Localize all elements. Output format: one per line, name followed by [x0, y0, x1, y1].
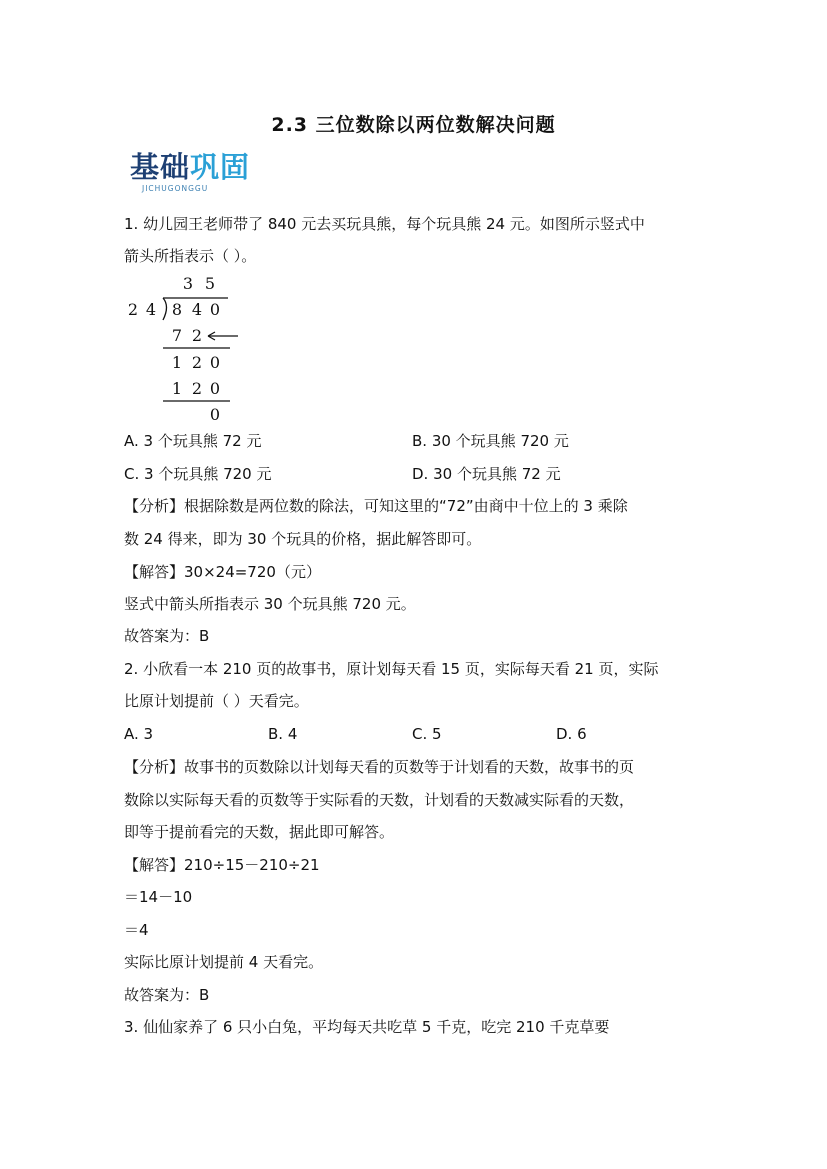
q2-option-b: B. 4	[268, 725, 298, 743]
q2-conclusion: 实际比原计划提前 4 天看完。	[124, 953, 324, 971]
product-digit: 2	[191, 379, 203, 398]
q2-step2: ＝4	[124, 921, 149, 939]
product-digit: 2	[191, 326, 203, 345]
dividend-digit: 4	[191, 300, 203, 319]
remainder-digit: 1	[171, 353, 183, 372]
remainder-digit: 0	[209, 353, 221, 372]
q1-analysis-line1: 【分析】根据除数是两位数的除法，可知这里的“72”由商中十位上的 3 乘除	[124, 497, 628, 515]
remainder-digit: 2	[191, 353, 203, 372]
q2-analysis-line2: 数除以实际每天看的页数等于实际看的天数，计划看的天数减实际看的天数，	[124, 791, 635, 809]
q1-answer: 故答案为：B	[124, 627, 210, 645]
q2-stem-line2: 比原计划提前（ ）天看完。	[124, 692, 309, 710]
q2-analysis-line3: 即等于提前看完的天数，据此即可解答。	[124, 823, 395, 841]
q1-option-b: B. 30 个玩具熊 720 元	[412, 432, 569, 450]
q2-analysis-line1: 【分析】故事书的页数除以计划每天看的页数等于计划看的天数，故事书的页	[124, 758, 635, 776]
long-division-figure	[120, 268, 260, 428]
product-digit: 7	[171, 326, 183, 345]
final-remainder-digit: 0	[209, 405, 221, 424]
q1-option-a: A. 3 个玩具熊 72 元	[124, 432, 262, 450]
dividend-digit: 8	[171, 300, 183, 319]
logo-main-text: 基础巩固	[130, 150, 251, 184]
q2-solution: 【解答】210÷15－210÷21	[124, 856, 320, 874]
divisor-digit: 4	[145, 300, 157, 319]
q1-analysis-line2: 数 24 得来，即为 30 个玩具的价格，据此解答即可。	[124, 530, 482, 548]
quotient-digit: 3	[182, 274, 194, 293]
q2-answer: 故答案为：B	[124, 986, 210, 1004]
product-digit: 1	[171, 379, 183, 398]
product-digit: 0	[209, 379, 221, 398]
q1-stem-line1: 1. 幼儿园王老师带了 840 元去买玩具熊，每个玩具熊 24 元。如图所示竖式中	[124, 215, 645, 233]
q1-option-d: D. 30 个玩具熊 72 元	[412, 465, 561, 483]
q2-step1: ＝14－10	[124, 888, 193, 906]
q2-option-d: D. 6	[556, 725, 587, 743]
q1-conclusion: 竖式中箭头所指表示 30 个玩具熊 720 元。	[124, 595, 416, 613]
q1-stem-line2: 箭头所指表示（ ）。	[124, 247, 257, 265]
q2-option-a: A. 3	[124, 725, 154, 743]
q1-solution: 【解答】30×24=720（元）	[124, 563, 321, 581]
page-title: 2.3 三位数除以两位数解决问题	[271, 114, 556, 136]
divisor-digit: 2	[127, 300, 139, 319]
q2-option-c: C. 5	[412, 725, 442, 743]
quotient-digit: 5	[204, 274, 216, 293]
q1-option-c: C. 3 个玩具熊 720 元	[124, 465, 272, 483]
q3-stem-line1: 3. 仙仙家养了 6 只小白兔，平均每天共吃草 5 千克，吃完 210 千克草要	[124, 1018, 610, 1036]
dividend-digit: 0	[209, 300, 221, 319]
logo-sub-text: JICHUGONGGU	[142, 184, 209, 193]
section-logo	[130, 150, 280, 195]
q2-stem-line1: 2. 小欣看一本 210 页的故事书，原计划每天看 15 页，实际每天看 21 页，实际	[124, 660, 659, 678]
